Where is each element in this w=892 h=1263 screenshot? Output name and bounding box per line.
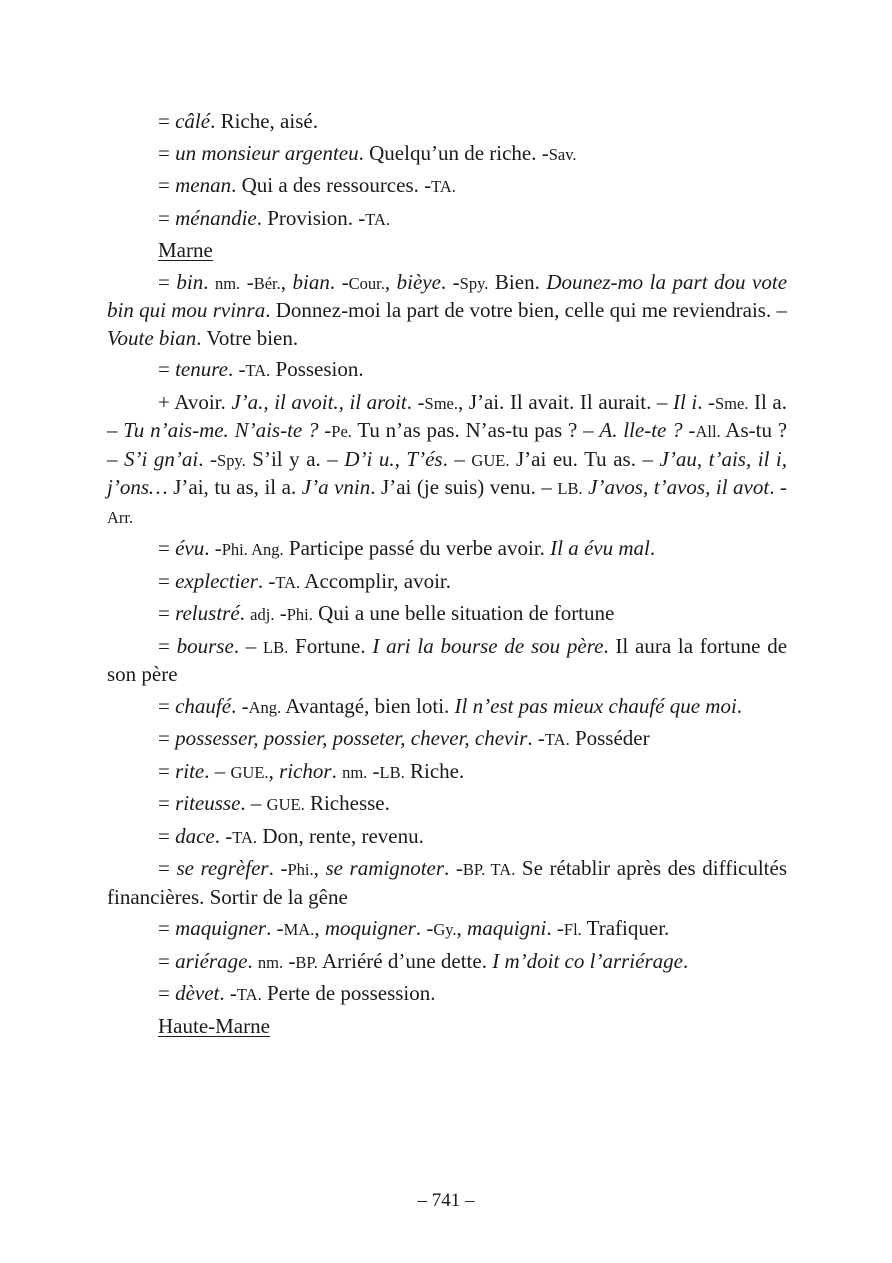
text-run: Possesion. xyxy=(270,357,364,381)
text-run: = xyxy=(158,601,176,625)
text-run: . Provision. - xyxy=(256,205,366,230)
italic-text: explectier xyxy=(175,568,258,593)
text-run: . xyxy=(682,948,689,973)
abbreviation: Cour. xyxy=(348,273,385,293)
abbreviation: Phi. Ang. xyxy=(221,540,284,559)
abbreviation: Pe. xyxy=(331,422,352,441)
text-run: , xyxy=(280,269,293,294)
text-run: Fortune. xyxy=(288,633,373,658)
text-run: - xyxy=(367,758,380,783)
dictionary-entry xyxy=(107,598,787,631)
text-run: . - xyxy=(406,389,425,414)
italic-text: relustré xyxy=(175,601,240,625)
text-run: , xyxy=(456,916,468,940)
abbreviation: BP. xyxy=(295,952,318,972)
abbreviation: Sme. xyxy=(424,393,459,413)
italic-text: dace xyxy=(175,823,215,848)
abbreviation: TA. xyxy=(365,209,391,229)
document-body xyxy=(107,106,787,1042)
abbreviation: LB. xyxy=(557,479,583,498)
italic-text: maquigni xyxy=(467,916,547,940)
text-run: . xyxy=(239,601,251,625)
text-run: = xyxy=(158,633,177,658)
text-run: Don, rente, revenu. xyxy=(257,823,424,848)
dictionary-entry xyxy=(107,267,787,355)
italic-text: maquigner xyxy=(175,916,267,940)
italic-text: I ari la bourse de sou père xyxy=(372,633,604,658)
dictionary-entry xyxy=(107,853,787,913)
italic-text: J’au, t’ais, il i, j’ons… xyxy=(107,446,788,499)
text-run: , xyxy=(384,269,397,294)
italic-text: ariérage xyxy=(175,948,248,973)
abbreviation: GUE. xyxy=(266,795,305,814)
dictionary-entry xyxy=(107,533,787,566)
text-run: . - xyxy=(266,916,284,940)
italic-text: D’i u., T’és xyxy=(344,446,443,471)
text-run: . - xyxy=(231,693,249,718)
italic-text: tenure xyxy=(175,357,228,381)
text-run: . - xyxy=(697,389,715,414)
text-run: . xyxy=(247,948,258,973)
text-run: Tu n’as pas. N’as-tu pas ? – xyxy=(351,418,600,442)
italic-text: ménandie xyxy=(175,205,257,230)
text-run: . - xyxy=(268,856,288,880)
abbreviation: TA. xyxy=(431,177,456,196)
abbreviation: TA. xyxy=(232,827,258,847)
text-run: - xyxy=(274,601,287,625)
italic-text: câlé xyxy=(175,109,211,133)
dictionary-entry xyxy=(107,756,787,789)
italic-text: bièye xyxy=(396,269,441,294)
dictionary-entry xyxy=(107,203,787,236)
dictionary-entry xyxy=(107,691,787,724)
text-run: = xyxy=(158,173,176,197)
text-run: = xyxy=(158,140,176,165)
dictionary-entry xyxy=(107,788,787,821)
text-run: As-tu ? – xyxy=(107,418,788,471)
dictionary-entry xyxy=(107,354,787,387)
dictionary-entry xyxy=(107,913,787,946)
abbreviation: GUE. xyxy=(471,450,510,470)
abbreviation: Arr. xyxy=(107,507,134,527)
text-run: . Riche, aisé. xyxy=(210,109,318,133)
text-run: - xyxy=(682,418,696,442)
italic-text: J’avos, t’avos, il avot xyxy=(588,475,770,499)
italic-text: bourse xyxy=(176,633,234,658)
italic-text: un monsieur argenteu xyxy=(175,140,359,165)
text-run: = xyxy=(158,916,176,940)
abbreviation: nm. xyxy=(214,273,241,293)
page-number: – 741 – xyxy=(417,1190,475,1211)
text-run: Perte de possession. xyxy=(261,981,436,1005)
text-run: Se rétablir après des difficultés financières. Sortir de la gêne xyxy=(107,856,788,909)
dictionary-entry xyxy=(107,106,787,138)
dictionary-entry xyxy=(107,138,787,171)
text-run: , xyxy=(314,916,325,940)
text-run: = xyxy=(158,948,176,973)
text-run: . – xyxy=(204,758,231,783)
text-run: . xyxy=(331,758,343,783)
text-run: = xyxy=(158,357,176,381)
text-run: . – xyxy=(233,633,264,658)
italic-text: J’a., il avoit., il aroit xyxy=(231,389,407,414)
italic-text: possesser, possier, posseter, chever, chevir xyxy=(175,726,528,750)
text-run: , xyxy=(313,856,326,880)
italic-text: Il n’est pas mieux chaufé que moi xyxy=(454,693,737,718)
abbreviation: LB. xyxy=(379,762,405,782)
text-run: = xyxy=(158,536,176,560)
text-run: = xyxy=(158,856,177,880)
text-run: Bien. xyxy=(488,269,547,294)
text-run: . - xyxy=(219,981,237,1005)
italic-text: J’a vnin xyxy=(301,475,371,499)
abbreviation: nm. xyxy=(342,762,368,782)
text-run: - xyxy=(318,418,332,442)
abbreviation: TA. xyxy=(245,361,271,380)
text-run: Arriéré d’une dette. xyxy=(317,948,493,973)
abbreviation: Spy. xyxy=(459,273,489,293)
region-heading: Haute-Marne xyxy=(158,1013,270,1038)
italic-text: se ramignoter xyxy=(325,856,445,880)
text-run: . - xyxy=(769,475,787,499)
italic-text: bian xyxy=(292,269,330,294)
abbreviation: TA. xyxy=(275,572,301,592)
text-run: . Qui a des ressources. - xyxy=(231,173,432,197)
text-run: = xyxy=(158,269,177,294)
abbreviation: nm. xyxy=(257,952,284,972)
abbreviation: Gy. xyxy=(433,920,457,939)
abbreviation: Phi. xyxy=(286,605,313,624)
text-run: . - xyxy=(214,823,233,848)
italic-text: dèvet xyxy=(175,981,220,1005)
text-run: , J’ai. Il avait. Il aurait. – xyxy=(458,389,673,414)
text-run: Riche. xyxy=(404,758,465,783)
abbreviation: All. xyxy=(695,422,721,441)
text-run: = xyxy=(158,726,176,750)
italic-text: I m’doit co l’arriérage xyxy=(492,948,683,973)
text-run: . xyxy=(649,536,656,560)
text-run: . - xyxy=(227,357,246,381)
italic-text: riteusse xyxy=(175,791,241,815)
text-run: = xyxy=(158,758,176,783)
italic-text: Il i xyxy=(672,389,698,414)
text-run: = xyxy=(158,568,176,593)
text-run: J’ai, tu as, il a. xyxy=(167,475,302,499)
text-run: = xyxy=(158,981,176,1005)
italic-text: rite xyxy=(175,758,205,783)
abbreviation: BP. TA. xyxy=(462,860,516,879)
text-run: . - xyxy=(546,916,564,940)
italic-text: Il a évu mal xyxy=(550,536,650,560)
italic-text: Voute bian xyxy=(107,325,197,350)
abbreviation: Bér. xyxy=(253,273,281,293)
italic-text: chaufé xyxy=(175,693,232,718)
dictionary-entry xyxy=(107,978,787,1011)
abbreviation: Sav. xyxy=(548,144,577,164)
text-run: . - xyxy=(527,726,545,750)
text-run: Posséder xyxy=(569,726,650,750)
text-run: - xyxy=(283,948,296,973)
dictionary-entry xyxy=(107,631,787,691)
dictionary-entry xyxy=(107,821,787,854)
abbreviation: Spy. xyxy=(217,450,246,470)
dictionary-entry xyxy=(107,170,787,203)
italic-text: bin xyxy=(176,269,204,294)
text-run: . Votre bien. xyxy=(196,325,299,350)
abbreviation: Ang. xyxy=(248,697,282,717)
abbreviation: Fl. xyxy=(563,920,582,939)
text-run: + Avoir. xyxy=(158,389,232,414)
abbreviation: TA. xyxy=(544,730,570,749)
text-run: S’il y a. – xyxy=(245,446,345,471)
text-run: Accomplir, avoir. xyxy=(300,568,451,593)
text-run: = xyxy=(158,791,176,815)
abbreviation: GUE. xyxy=(230,762,269,782)
text-run: . xyxy=(203,269,215,294)
text-run: - xyxy=(240,269,254,294)
text-run: . - xyxy=(257,568,276,593)
abbreviation: Sme. xyxy=(715,393,749,413)
text-run: . – xyxy=(442,446,472,471)
text-run: . - xyxy=(444,856,463,880)
text-run: = xyxy=(158,109,176,133)
italic-text: évu xyxy=(175,536,205,560)
region-heading: Marne xyxy=(158,238,213,262)
text-run: Qui a une belle situation de fortune xyxy=(312,601,615,625)
text-run: . - xyxy=(204,536,222,560)
dictionary-entry xyxy=(107,566,787,599)
italic-text: Dounez-mo la part dou vote bin qui mou rvinra xyxy=(107,269,788,322)
italic-text: S’i gn’ai xyxy=(124,446,199,471)
italic-text: A. lle-te ? xyxy=(599,418,683,442)
italic-text: moquigner xyxy=(324,916,416,940)
abbreviation: Phi. xyxy=(287,860,314,879)
dictionary-entry xyxy=(107,946,787,979)
text-run: . Il aura la fortune de son père xyxy=(107,633,788,686)
abbreviation: LB. xyxy=(263,637,289,657)
text-run: . Quelqu’un de riche. - xyxy=(358,140,549,165)
text-run: Trafiquer. xyxy=(581,916,670,940)
text-run: J’ai eu. Tu as. – xyxy=(509,446,660,471)
abbreviation: adj. xyxy=(250,605,275,624)
text-run: = xyxy=(158,205,176,230)
italic-text: menan xyxy=(175,173,232,197)
dictionary-entry xyxy=(107,723,787,756)
italic-text: se regrèfer xyxy=(176,856,269,880)
text-run: . xyxy=(736,693,743,718)
text-run: Avantagé, bien loti. xyxy=(281,693,455,718)
abbreviation: MA. xyxy=(283,920,315,939)
text-run: . - xyxy=(198,446,218,471)
text-run: . J’ai (je suis) venu. – xyxy=(370,475,558,499)
text-run: Richesse. xyxy=(304,791,390,815)
text-run: . - xyxy=(440,269,460,294)
dictionary-entry xyxy=(107,387,787,534)
text-run: . - xyxy=(415,916,434,940)
text-run: . - xyxy=(329,269,349,294)
text-run: = xyxy=(158,693,176,718)
text-run: . Donnez-moi la part de votre bien, celle qui me reviendrais. – xyxy=(265,298,787,322)
italic-text: Tu n’ais-me. N’ais-te ? xyxy=(123,418,319,442)
italic-text: richor xyxy=(279,758,332,783)
text-run: Il a. – xyxy=(107,389,787,442)
text-run: = xyxy=(158,823,176,848)
text-run: , xyxy=(268,758,280,783)
text-run: Participe passé du verbe avoir. xyxy=(283,536,551,560)
abbreviation: TA. xyxy=(236,985,262,1004)
text-run: . – xyxy=(240,791,267,815)
